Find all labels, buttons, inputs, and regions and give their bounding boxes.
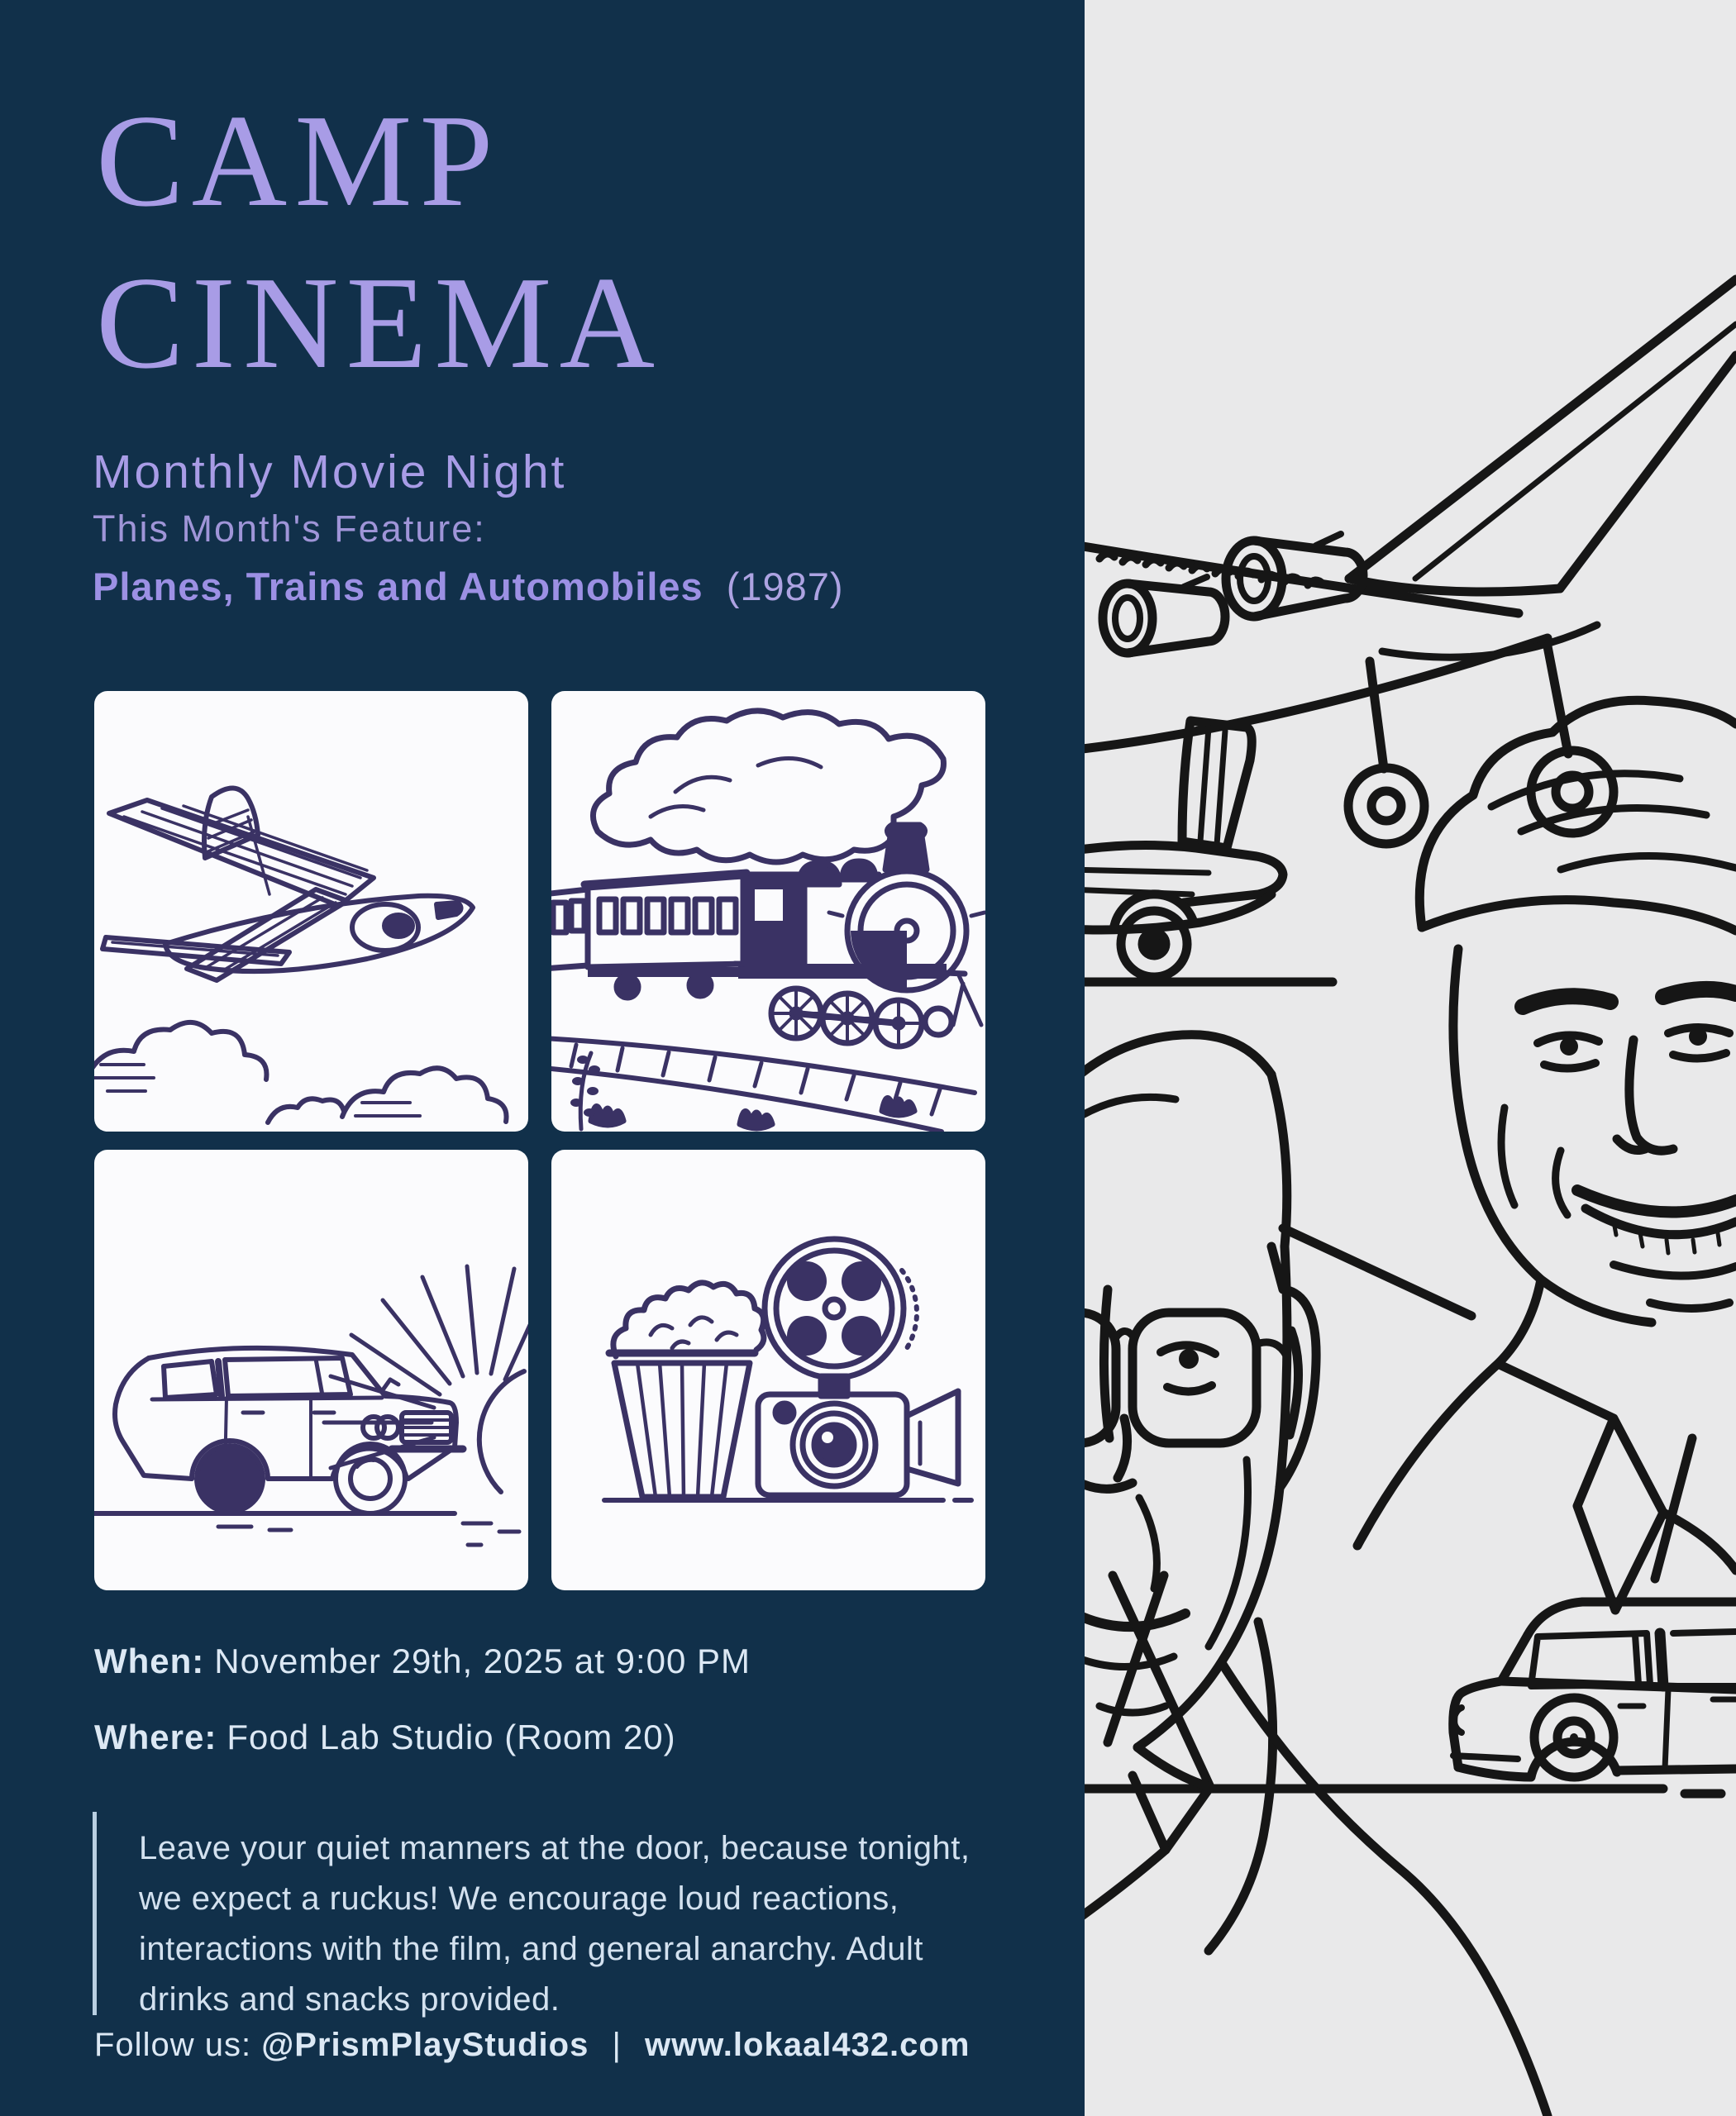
page-title — [96, 79, 662, 403]
follow-label: Follow us: — [94, 2027, 252, 2063]
title-line-1: CAMP — [96, 87, 501, 234]
when-label: When: — [94, 1642, 205, 1680]
footer — [94, 2027, 970, 2064]
feature-title: Planes, Trains and Automobiles — [93, 565, 703, 608]
movie-collage-line-art — [1085, 0, 1736, 2116]
station-wagon-line-art — [1453, 1602, 1736, 1777]
smiling-man-line-art — [1283, 700, 1736, 1610]
website-url: www.lokaal432.com — [644, 2027, 971, 2063]
when-row — [94, 1642, 751, 1681]
feature-label: This Month's Feature: — [93, 508, 486, 550]
right-panel — [1085, 0, 1736, 2116]
illustration-grid — [94, 691, 985, 1590]
subtitle: Monthly Movie Night — [93, 446, 567, 498]
finned-car-line-art — [1085, 721, 1333, 982]
train-icon — [551, 691, 985, 1132]
car-tile — [94, 1150, 528, 1590]
footer-separator: | — [612, 2027, 622, 2063]
where-value: Food Lab Studio (Room 20) — [227, 1718, 676, 1756]
quote-text: Leave your quiet manners at the door, because tonight, we expect a ruckus! We encourage loud reactions, interactions with the film, and general anarchy. Adult drinks and snacks provided. — [139, 1830, 971, 2018]
where-label: Where: — [94, 1718, 217, 1756]
feature-row — [93, 564, 844, 609]
social-handle: @PrismPlayStudios — [261, 2027, 589, 2063]
cinema-icon — [551, 1150, 985, 1590]
plane-icon — [94, 691, 528, 1132]
cinema-tile — [551, 1150, 985, 1590]
when-value: November 29th, 2025 at 9:00 PM — [214, 1642, 751, 1680]
where-row — [94, 1718, 676, 1757]
car-icon — [94, 1150, 528, 1590]
feature-year: (1987) — [726, 565, 844, 608]
quote-divider — [93, 1812, 97, 2015]
title-line-2: CINEMA — [96, 249, 663, 396]
plane-tile — [94, 691, 528, 1132]
train-tile — [551, 691, 985, 1132]
